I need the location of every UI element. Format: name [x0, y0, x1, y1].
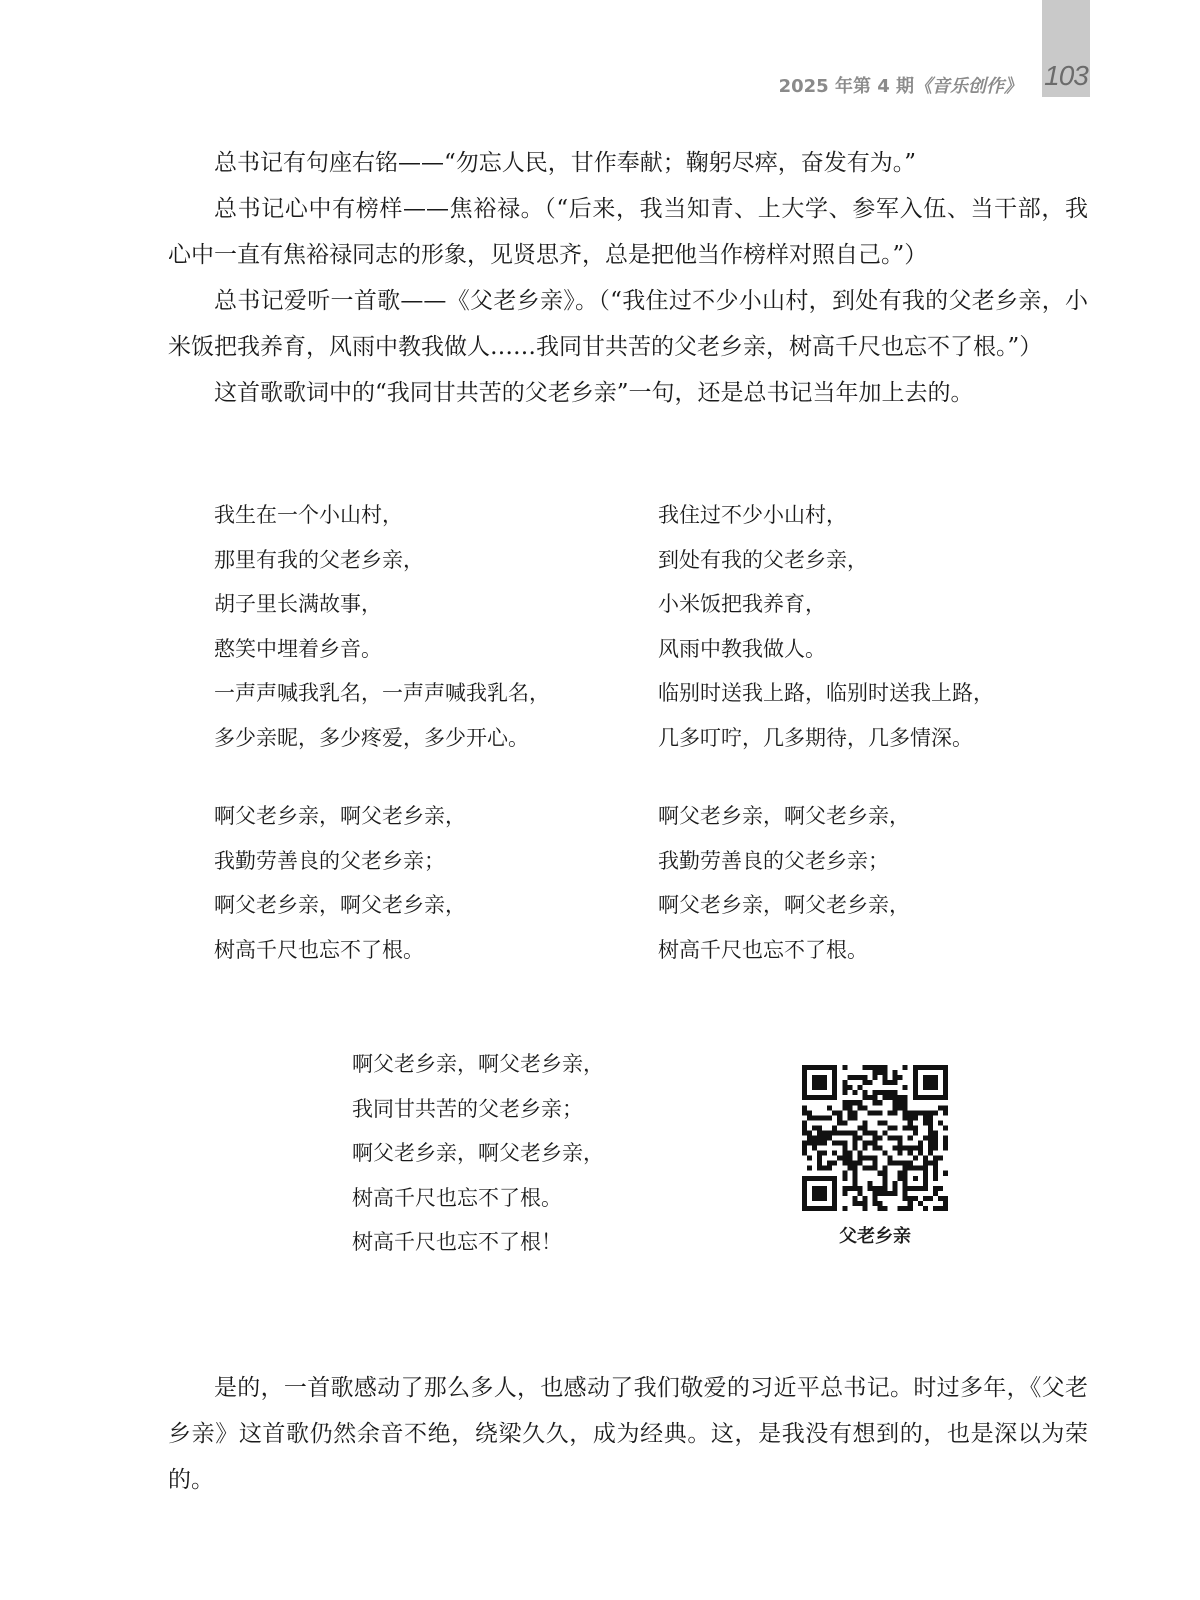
lyrics-finale [352, 1042, 604, 1265]
lyric-line: 树高千尺也忘不了根！ [352, 1230, 562, 1254]
lyrics-verse-left [214, 493, 550, 760]
lyrics-verse-right [658, 493, 994, 760]
lyric-line: 憨笑中埋着乡音。 [214, 636, 382, 661]
lyric-line: 啊父老乡亲，啊父老乡亲， [352, 1052, 604, 1076]
journal-issue: 2025 年第 4 期 [778, 76, 914, 97]
journal-info [779, 72, 1022, 98]
lyric-line: 那里有我的父老乡亲， [214, 547, 424, 572]
lyric-line: 我生在一个小山村， [214, 503, 403, 527]
lyric-line: 啊父老乡亲，啊父老乡亲， [214, 893, 466, 917]
lyric-line: 树高千尺也忘不了根。 [352, 1185, 562, 1210]
lyric-line: 几多叮咛，几多期待，几多情深。 [658, 725, 973, 750]
lyrics-chorus-left [214, 794, 466, 972]
lyric-line: 啊父老乡亲，啊父老乡亲， [658, 804, 910, 828]
lyric-line: 临别时送我上路，临别时送我上路， [658, 681, 994, 705]
lyric-line: 树高千尺也忘不了根。 [214, 937, 424, 962]
paragraph-1: 总书记有句座右铭——“勿忘人民，甘作奉献；鞠躬尽瘁，奋发有为。” [214, 150, 917, 176]
closing-paragraph: 是的，一首歌感动了那么多人，也感动了我们敬爱的习近平总书记。时过多年，《父老乡亲》这首歌仍然余音不绝，绕梁久久，成为经典。这，是我没有想到的，也是深以为荣的。 [168, 1375, 1088, 1493]
lyric-line: 胡子里长满故事， [214, 592, 382, 616]
lyric-line: 树高千尺也忘不了根。 [658, 937, 868, 962]
lyric-line: 啊父老乡亲，啊父老乡亲， [352, 1141, 604, 1165]
paragraph-4: 这首歌歌词中的“我同甘共苦的父老乡亲”一句，还是总书记当年加上去的。 [214, 380, 974, 406]
closing-body [168, 1365, 1088, 1503]
lyric-line: 一声声喊我乳名，一声声喊我乳名， [214, 681, 550, 705]
lyric-line: 啊父老乡亲，啊父老乡亲， [658, 893, 910, 917]
lyric-line: 我同甘共苦的父老乡亲； [352, 1096, 583, 1121]
lyric-line: 我住过不少小山村， [658, 503, 847, 527]
journal-name: 《音乐创作》 [914, 76, 1022, 97]
lyric-line: 到处有我的父老乡亲， [658, 547, 868, 572]
lyric-line: 多少亲昵，多少疼爱，多少开心。 [214, 725, 529, 750]
lyric-line: 我勤劳善良的父老乡亲； [214, 848, 445, 873]
lyric-line: 我勤劳善良的父老乡亲； [658, 848, 889, 873]
lyric-line: 小米饭把我养育， [658, 592, 826, 616]
lyrics-chorus-right [658, 794, 910, 972]
paragraph-3: 总书记爱听一首歌——《父老乡亲》。（“我住过不少小山村，到处有我的父老乡亲，小米饭把我养育，风雨中教我做人……我同甘共苦的父老乡亲，树高千尺也忘不了根。”） [168, 288, 1088, 360]
qr-caption: 父老乡亲 [839, 1226, 911, 1247]
page-number: 103 [1044, 60, 1088, 91]
lyric-line: 啊父老乡亲，啊父老乡亲， [214, 804, 466, 828]
article-body [168, 140, 1088, 416]
qr-code-icon[interactable] [802, 1065, 948, 1211]
paragraph-2: 总书记心中有榜样——焦裕禄。（“后来，我当知青、上大学、参军入伍、当干部，我心中一直有焦裕禄同志的形象，见贤思齐，总是把他当作榜样对照自己。”） [168, 196, 1088, 268]
lyric-line: 风雨中教我做人。 [658, 636, 826, 661]
